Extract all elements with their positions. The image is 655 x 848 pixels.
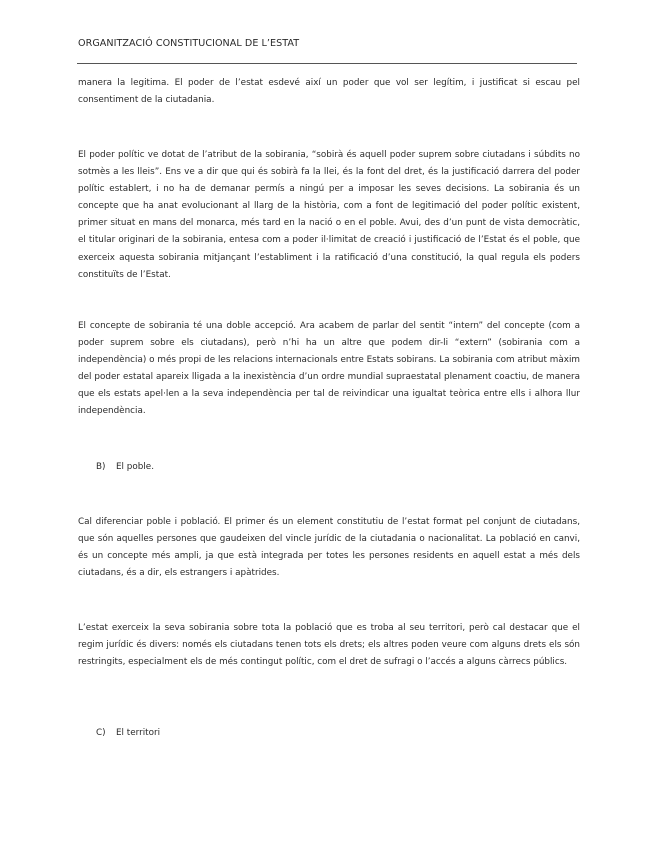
section-title: El territori xyxy=(116,728,161,738)
section-title: El poble. xyxy=(116,462,155,472)
section-letter: C) xyxy=(96,728,106,738)
paragraph-people-population: Cal diferenciar poble i població. El primer és un element constitutiu de l’estat format pel conjunt de ciutadans, que són aquelles persones que gaudeixen del vincle jurídic de la ciutadania o nacionalitat. La població en canvi, és un concepte més ampli, ja que està integrada per totes les persones residents en aquell estat a més dels ciutadans, és a dir, els estrangers i apàtrides. xyxy=(78,517,580,579)
header-divider xyxy=(77,63,577,64)
page-header-title: ORGANITZACIÓ CONSTITUCIONAL DE L’ESTAT xyxy=(78,38,300,49)
paragraph-legal-regime: L’estat exerceix la seva sobirania sobre tota la població que es troba al seu territori, però cal destacar que el regim jurídic és divers: només els ciutadans tenen tots els drets; els altres poden veure com alguns drets els són restringits, especialment els de més contingut polític, com el dret de sufragi o l’accés a alguns càrrecs públics. xyxy=(78,623,580,668)
paragraph-sovereignty-meanings: El concepte de sobirania té una doble accepció. Ara acabem de parlar del sentit “intern” del concepte (com a poder suprem sobre els ciutadans), però n’hi ha un altre que podem dir-li “extern” (sobirania com a independència) o més propi de les relacions internacionals entre Estats sobirans. La sobirania com atribut màxim del poder estatal apareix lligada a la inexistència d’un ordre mundial supraestatal plenament coactiu, de manera que els estats apel·len a la seva independència per tal de reivindicar una igualtat teòrica entre ells i alhora llur independència. xyxy=(78,321,580,417)
paragraph-legitimacy: manera la legitima. El poder de l’estat esdevé així un poder que vol ser legítim, i justificat si escau pel consentiment de la ciutadania. xyxy=(78,78,580,106)
paragraph-sovereignty: El poder polític ve dotat de l’atribut de la sobirania, “sobirà és aquell poder suprem sobre ciutadans i súbdits no sotmès a les lleis”. Ens ve a dir que qui és sobirà fa la llei, és la font del dret, és la justificació darrera del poder polític establert, i no ha de demanar permís a ningú per a imposar les seves decisions. La sobirania és un concepte que ha anat evolucionant al llarg de la història, com a font de legitimació del poder polític existent, primer situat en mans del monarca, més tard en la nació o en el poble. Avui, des d’un punt de vista democràtic, el titular originari de la sobirania, entesa com a poder il·limitat de creació i justificació de l’Estat és el poble, que exerceix aquesta sobirania mitjançant l’establiment i la ratificació d’una constitució, la qual regula els poders constituïts de l’Estat. xyxy=(78,150,580,280)
section-heading-territory xyxy=(96,728,160,738)
section-letter: B) xyxy=(96,462,106,472)
section-heading-people xyxy=(96,462,154,472)
